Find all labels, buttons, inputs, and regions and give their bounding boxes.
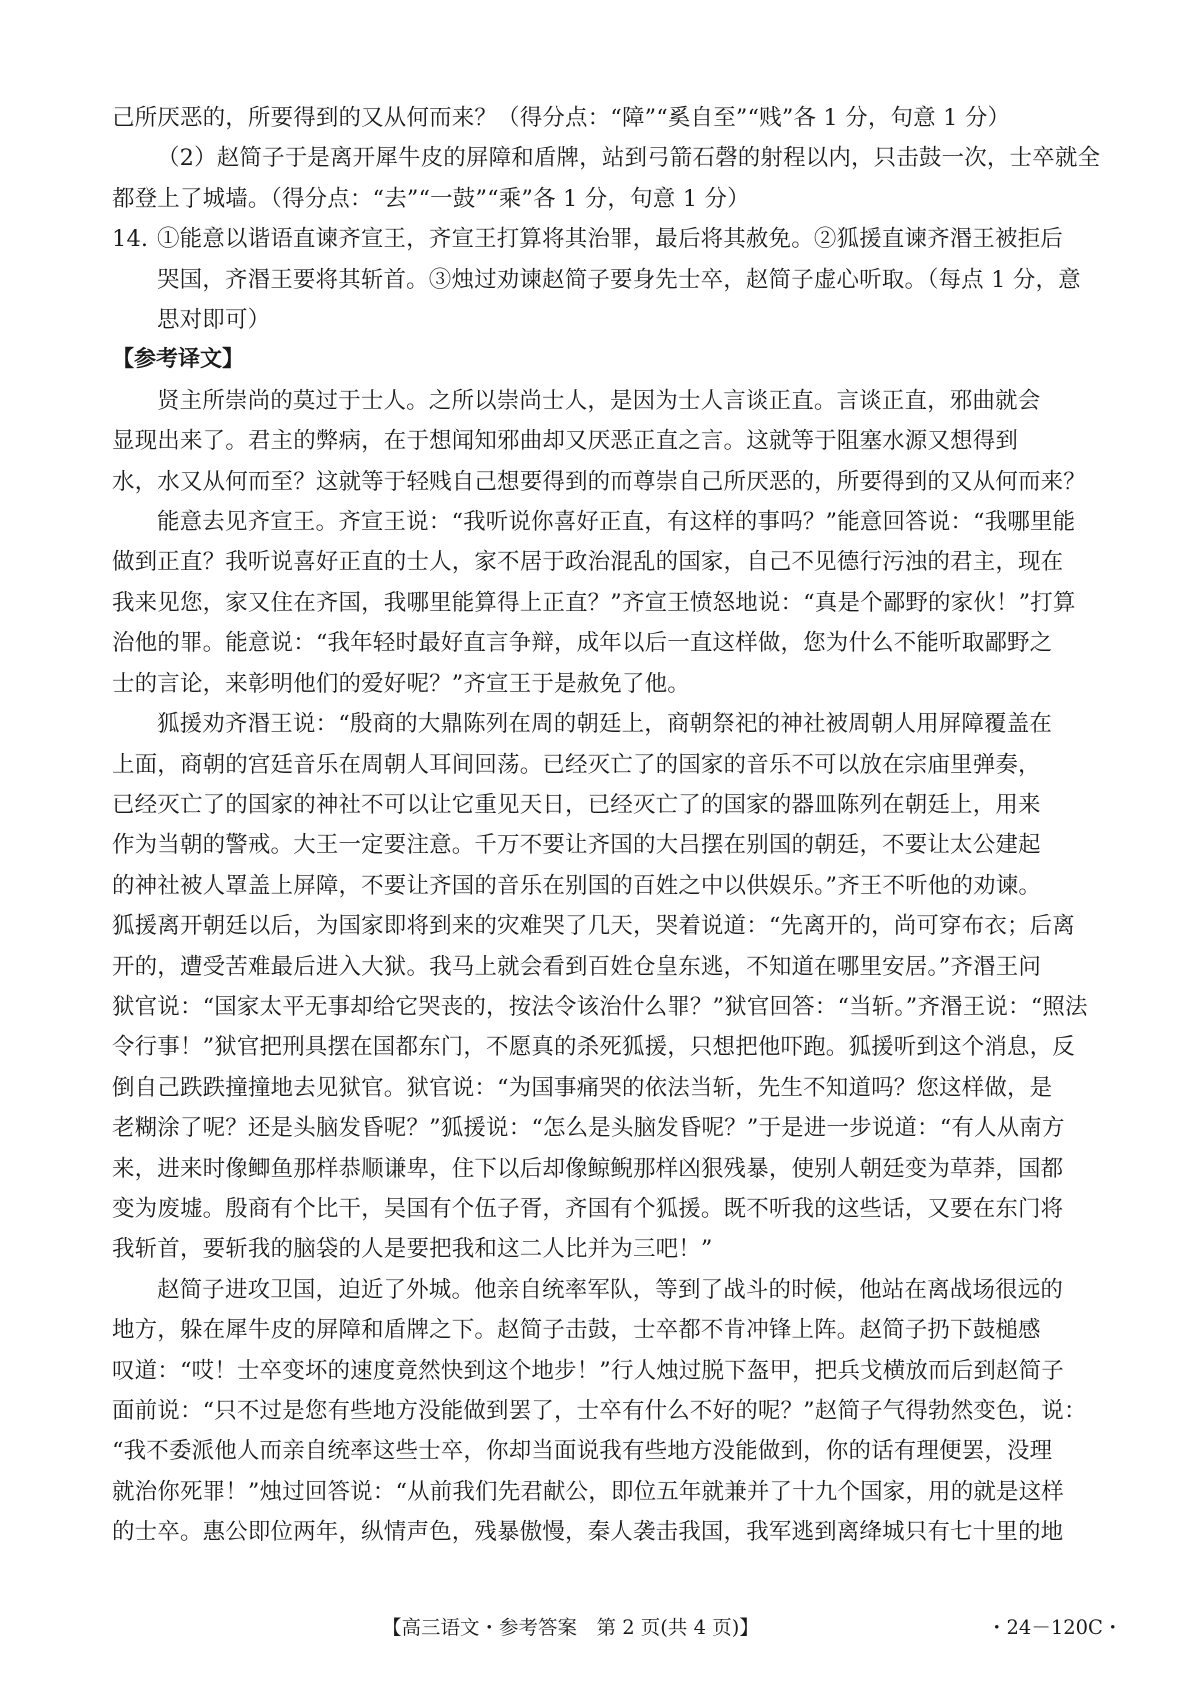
q14-answer (112, 219, 1102, 340)
question-number: 14. (112, 226, 149, 253)
text-line: 哭国，齐湣王要将其斩首。③烛过劝谏赵简子要身先士卒，赵简子虚心听取。（每点 1 分，意 (157, 266, 1081, 293)
q13-2-answer (112, 138, 1102, 219)
q14-answer-body (157, 219, 1081, 340)
text-line: 开的，遭受苦难最后进入大狱。我马上就会看到百姓仓皇东逃，不知道在哪里安居。”齐湣王问 (112, 953, 1042, 980)
text-line: 上面，商朝的宫廷音乐在周朝人耳间回荡。已经灭亡了的国家的音乐不可以放在宗庙里弹奏， (112, 751, 1041, 778)
text-line: 倒自己跌跌撞撞地去见狱官。狱官说：“为国事痛哭的依法当斩，先生不知道吗？您这样做，是 (112, 1074, 1053, 1101)
footer-code: ・24－120C・ (987, 1616, 1123, 1639)
text-line: 水，水又从何而至？这就等于轻贱自己想要得到的而尊崇自己所厌恶的，所要得到的又从何而来？ (112, 468, 1086, 495)
text-line: 叹道：“哎！士卒变坏的速度竟然快到这个地步！”行人烛过脱下盔甲，把兵戈横放而后到赵简子 (112, 1357, 1064, 1384)
text-line: 地方，躲在犀牛皮的屏障和盾牌之下。赵简子击鼓，士卒都不肯冲锋上阵。赵简子扔下鼓槌感 (112, 1317, 1041, 1344)
translation-paragraph-4 (112, 1270, 1102, 1553)
text-line: 狐援劝齐湣王说：“殷商的大鼎陈列在周的朝廷上，商朝祭祀的神社被周朝人用屏障覆盖在 (157, 711, 1053, 738)
text-line: 狐援离开朝廷以后，为国家即将到来的灾难哭了几天，哭着说道：“先离开的，尚可穿布衣；后离 (112, 913, 1075, 940)
text-line: 老糊涂了呢？还是头脑发昏呢？”狐援说：“怎么是头脑发昏呢？”于是进一步说道：“有人从南方 (112, 1115, 1065, 1142)
footer-page-info: 【高三语文・参考答案 第 2 页(共 4 页)】 (382, 1616, 759, 1639)
text-line: 贤主所崇尚的莫过于士人。之所以崇尚士人，是因为士人言谈正直。言谈正直，邪曲就会 (157, 387, 1041, 414)
translation-paragraph-1 (112, 381, 1102, 502)
page-footer (0, 1606, 1200, 1646)
text-line: 作为当朝的警戒。大王一定要注意。千万不要让齐国的大吕摆在别国的朝廷，不要让太公建起 (112, 832, 1041, 859)
text-line: 令行事！”狱官把刑具摆在国都东门，不愿真的杀死狐援，只想把他吓跑。狐援听到这个消息，反 (112, 1034, 1075, 1061)
text-line: 的士卒。惠公即位两年，纵情声色，残暴傲慢，秦人袭击我国，我军逃到离绛城只有七十里的地 (112, 1519, 1064, 1546)
text-line: 就治你死罪！”烛过回答说：“从前我们先君献公，即位五年就兼并了十九个国家，用的就是这样 (112, 1478, 1064, 1505)
text-line: 狱官说：“国家太平无事却给它哭丧的，按法令该治什么罪？”狱官回答：“当斩。”齐湣王说：“照法 (112, 993, 1088, 1020)
text-line: 思对即可） (157, 307, 271, 334)
text-line: 治他的罪。能意说：“我年轻时最好直言争辩，成年以后一直这样做，您为什么不能听取鄙野之 (112, 630, 1053, 657)
page-content (112, 98, 1102, 1553)
text-line: （2）赵简子于是离开犀牛皮的屏障和盾牌，站到弓箭石磬的射程以内，只击鼓一次，士卒就全 (157, 145, 1101, 172)
text-line: 我来见您，家又住在齐国，我哪里能算得上正直？”齐宣王愤怒地说：“真是个鄙野的家伙！”打算 (112, 589, 1076, 616)
translation-paragraph-2 (112, 502, 1102, 704)
text-line: “我不委派他人而亲自统率这些士卒，你却当面说我有些地方没能做到，你的话有理便罢，没理 (112, 1438, 1053, 1465)
translation-paragraph-3 (112, 704, 1102, 1270)
reference-translation-title: 【参考译文】 (112, 347, 245, 373)
text-line: 变为废墟。殷商有个比干，吴国有个伍子胥，齐国有个狐援。既不听我的这些话，又要在东门将 (112, 1195, 1064, 1222)
text-line: 赵简子进攻卫国，迫近了外城。他亲自统率军队，等到了战斗的时候，他站在离战场很远的 (157, 1276, 1064, 1303)
text-line: 已经灭亡了的国家的神社不可以让它重见天日，已经灭亡了的国家的器皿陈列在朝廷上，用来 (112, 791, 1041, 818)
text-line: 都登上了城墙。（得分点：“去”“一鼓”“乘”各 1 分，句意 1 分） (112, 185, 750, 212)
text-line: 能意去见齐宣王。齐宣王说：“我听说你喜好正直，有这样的事吗？”能意回答说：“我哪里能 (157, 509, 1076, 536)
text-line: 的神社被人罩盖上屏障，不要让齐国的音乐在别国的百姓之中以供娱乐。”齐王不听他的劝谏。 (112, 872, 1042, 899)
q13-1-answer-tail: 己所厌恶的，所要得到的又从何而来？（得分点：“障”“奚自至”“贱”各 1 分，句意 1 分） (112, 105, 1011, 131)
text-line: 做到正直？我听说喜好正直的士人，家不居于政治混乱的国家，自己不见德行污浊的君主，现在 (112, 549, 1064, 576)
text-line: 来，进来时像鲫鱼那样恭顺谦卑，住下以后却像鲸鲵那样凶狠残暴，使别人朝廷变为草莽，国都 (112, 1155, 1064, 1182)
text-line: 士的言论，来彰明他们的爱好呢？”齐宣王于是赦免了他。 (112, 670, 690, 697)
text-line: 显现出来了。君主的弊病，在于想闻知邪曲却又厌恶正直之言。这就等于阻塞水源又想得到 (112, 428, 1019, 455)
text-line: 我斩首，要斩我的脑袋的人是要把我和这二人比并为三吧！” (112, 1236, 713, 1263)
text-line: ①能意以谐语直谏齐宣王，齐宣王打算将其治罪，最后将其赦免。②狐援直谏齐湣王被拒后 (157, 226, 1064, 253)
text-line: 面前说：“只不过是您有些地方没能做到罢了，士卒有什么不好的呢？”赵简子气得勃然变色，说： (112, 1398, 1087, 1424)
